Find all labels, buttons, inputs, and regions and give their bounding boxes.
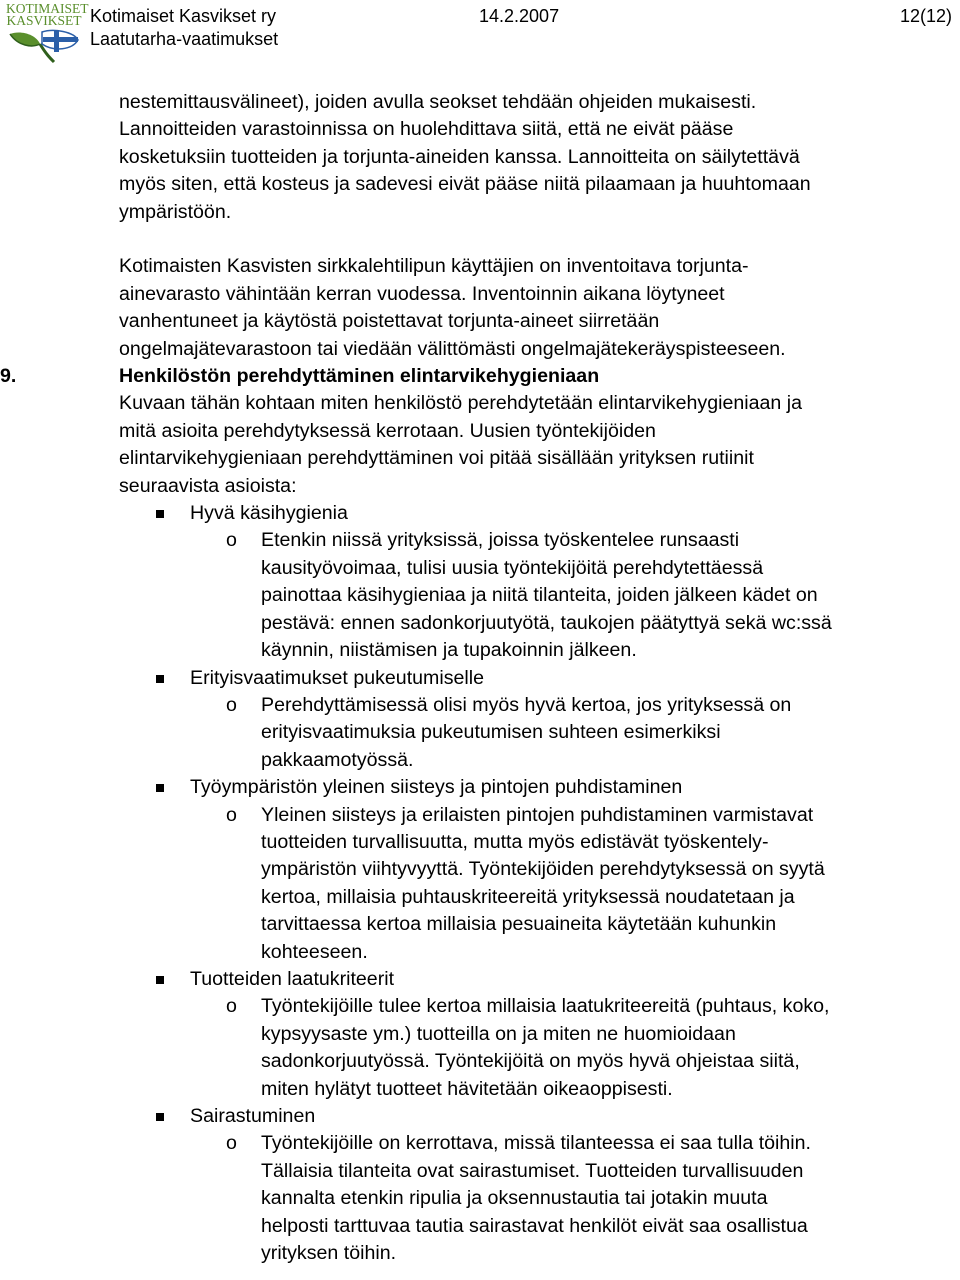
circle-bullet-icon: o — [226, 693, 237, 716]
square-bullet-icon — [156, 976, 164, 984]
text-line: Yleinen siisteys ja erilaisten pintojen puhdistaminen varmistavat — [261, 803, 814, 826]
paragraph-gap — [119, 226, 957, 253]
kotimaiset-kasvikset-logo — [6, 1, 89, 64]
topic-label: Työympäristön yleinen siisteys ja pintojen puhdistaminen — [190, 776, 683, 799]
text-line: kosketuksiin tuotteiden ja torjunta-aineiden kanssa. Lannoitteita on säilytettävä — [119, 145, 800, 168]
text-line: vanhentuneet ja käytöstä poistettavat torjunta-aineet siirretään — [119, 310, 660, 333]
text-line: Kuvaan tähän kohtaan miten henkilöstö perehdytetään elintarvikehygieniaan ja — [119, 392, 802, 415]
text-line: käynnin, niistämisen ja tupakoinnin jälkeen. — [261, 639, 637, 662]
text-line: kypsyysaste ym.) tuotteilla on ja miten ne huomioidaan — [261, 1022, 736, 1045]
section-title: Henkilöstön perehdyttäminen elintarvikehygieniaan — [119, 365, 600, 388]
header-document-title: Laatutarha-vaatimukset — [90, 29, 279, 49]
text-line: nestemittausvälineet), joiden avulla seokset tehdään ohjeiden mukaisesti. — [119, 91, 757, 113]
text-line: helposti tarttuvaa tautia sairastavat henkilöt eivät saa osallistua — [261, 1214, 808, 1237]
text-line: pakkaamotyössä. — [261, 748, 414, 771]
list-item — [119, 774, 957, 966]
topic-detail — [119, 1130, 957, 1267]
topic-list — [119, 500, 957, 1267]
text-line: seuraavista asioista: — [119, 474, 297, 497]
section-heading — [0, 363, 838, 390]
square-bullet-icon — [156, 784, 164, 792]
text-line: Lannoitteiden varastoinnissa on huolehdittava siitä, että ne eivät pääse — [119, 118, 734, 141]
text-line: elintarvikehygieniaan perehdyttäminen voi pitää sisällään yrityksen rutiinit — [119, 447, 754, 470]
topic-detail — [119, 692, 957, 774]
topic-clothing — [119, 665, 957, 692]
text-line: kannalta etenkin ripulia ja oksennustautia tai jotakin muuta — [261, 1187, 768, 1210]
text-line: ympäristön viihtyvyyttä. Työntekijöiden perehdytyksessä on syytä — [261, 858, 825, 881]
header-organization: Kotimaiset Kasvikset ry — [90, 6, 277, 26]
topic-detail — [119, 802, 957, 966]
topic-label: Hyvä käsihygienia — [190, 502, 348, 525]
header-page-number: 12(12) — [899, 6, 952, 26]
list-item — [119, 1103, 957, 1267]
text-line: yrityksen töihin. — [261, 1242, 397, 1265]
text-line: Perehdyttämisessä olisi myös hyvä kertoa, jos yrityksessä on — [261, 693, 792, 716]
text-line: ongelmajätevarastoon tai viedään välittömästi ongelmajätekeräyspisteeseen. — [119, 337, 786, 360]
text-line: mitä asioita perehdytyksessä kerrotaan. Uusien työntekijöiden — [119, 419, 656, 442]
circle-bullet-icon: o — [226, 1132, 237, 1155]
square-bullet-icon — [156, 510, 164, 518]
topic-label: Erityisvaatimukset pukeutumiselle — [190, 666, 485, 689]
topic-detail — [119, 993, 957, 1103]
text-line: kohteeseen. — [261, 940, 368, 963]
text-line: erityisvaatimuksia pukeutumisen suhteen esimerkiksi — [261, 721, 721, 744]
text-line: miten hylätyt tuotteet hävitetään oikeaoppisesti. — [261, 1077, 673, 1100]
topic-quality-criteria — [119, 966, 957, 993]
text-line: sadonkorjuutyössä. Työntekijöitä on myös hyvä ohjeistaa siitä, — [261, 1050, 800, 1073]
text-line: tarvittaessa kertoa millaisia pesuaineita käytetään kuhunkin — [261, 913, 777, 936]
text-line: Etenkin niissä yrityksissä, joissa työskentelee runsaasti — [261, 529, 740, 552]
square-bullet-icon — [156, 1113, 164, 1121]
square-bullet-icon — [156, 675, 164, 683]
text-line: painottaa käsihygieniaa ja niitä tilanteita, joiden jälkeen kädet on — [261, 584, 818, 607]
list-item — [119, 500, 957, 664]
topic-illness — [119, 1103, 957, 1130]
circle-bullet-icon: o — [226, 529, 237, 552]
logo-line-2: KASVIKSET — [6, 13, 82, 28]
text-line: ympäristöön. — [119, 200, 232, 223]
text-line: kausityövoimaa, tulisi uusia työntekijöitä perehdytettäessä — [261, 556, 764, 579]
fertilizer-paragraph — [119, 89, 957, 226]
list-item — [119, 966, 957, 1103]
topic-cleanliness — [119, 774, 957, 801]
text-line: Työntekijöille on kerrottava, missä tilanteessa ei saa tulla töihin. — [261, 1132, 811, 1155]
leaf-flag-icon — [6, 28, 82, 64]
topic-hand-hygiene — [119, 500, 957, 527]
text-line: Työntekijöille tulee kertoa millaisia laatukriteereitä (puhtaus, koko, — [261, 995, 830, 1018]
text-line: pestävä: ennen sadonkorjuutyötä, taukojen päätyttyä sekä wc:ssä — [261, 611, 832, 634]
document-body — [0, 89, 957, 1267]
page-header — [0, 0, 960, 68]
text-line: Tällaisia tilanteita ovat sairastumiset. Tuotteiden turvallisuuden — [261, 1159, 804, 1182]
text-line: ainevarasto vähintään kerran vuodessa. Inventoinnin aikana löytyneet — [119, 282, 725, 305]
text-line: tuotteiden turvallisuutta, mutta myös edistävät työskentely- — [261, 830, 769, 853]
list-item — [119, 665, 957, 775]
circle-bullet-icon: o — [226, 995, 237, 1018]
circle-bullet-icon: o — [226, 803, 237, 826]
text-line: myös siten, että kosteus ja sadevesi eivät pääse niitä pilaamaan ja huuhtomaan — [119, 173, 811, 196]
text-line: kertoa, millaisia puhtauskriteereitä yrityksessä noudatetaan ja — [261, 885, 795, 908]
section-intro — [119, 390, 957, 500]
topic-label: Sairastuminen — [190, 1105, 316, 1128]
topic-detail — [119, 527, 957, 664]
header-date: 14.2.2007 — [479, 6, 560, 26]
logo-line-1: KOTIMAISET — [6, 1, 89, 16]
section-number: 9. — [0, 365, 17, 388]
text-line: Kotimaisten Kasvisten sirkkalehtilipun käyttäjien on inventoitava torjunta- — [119, 255, 749, 278]
topic-label: Tuotteiden laatukriteerit — [190, 967, 395, 990]
inventory-paragraph — [119, 253, 957, 363]
